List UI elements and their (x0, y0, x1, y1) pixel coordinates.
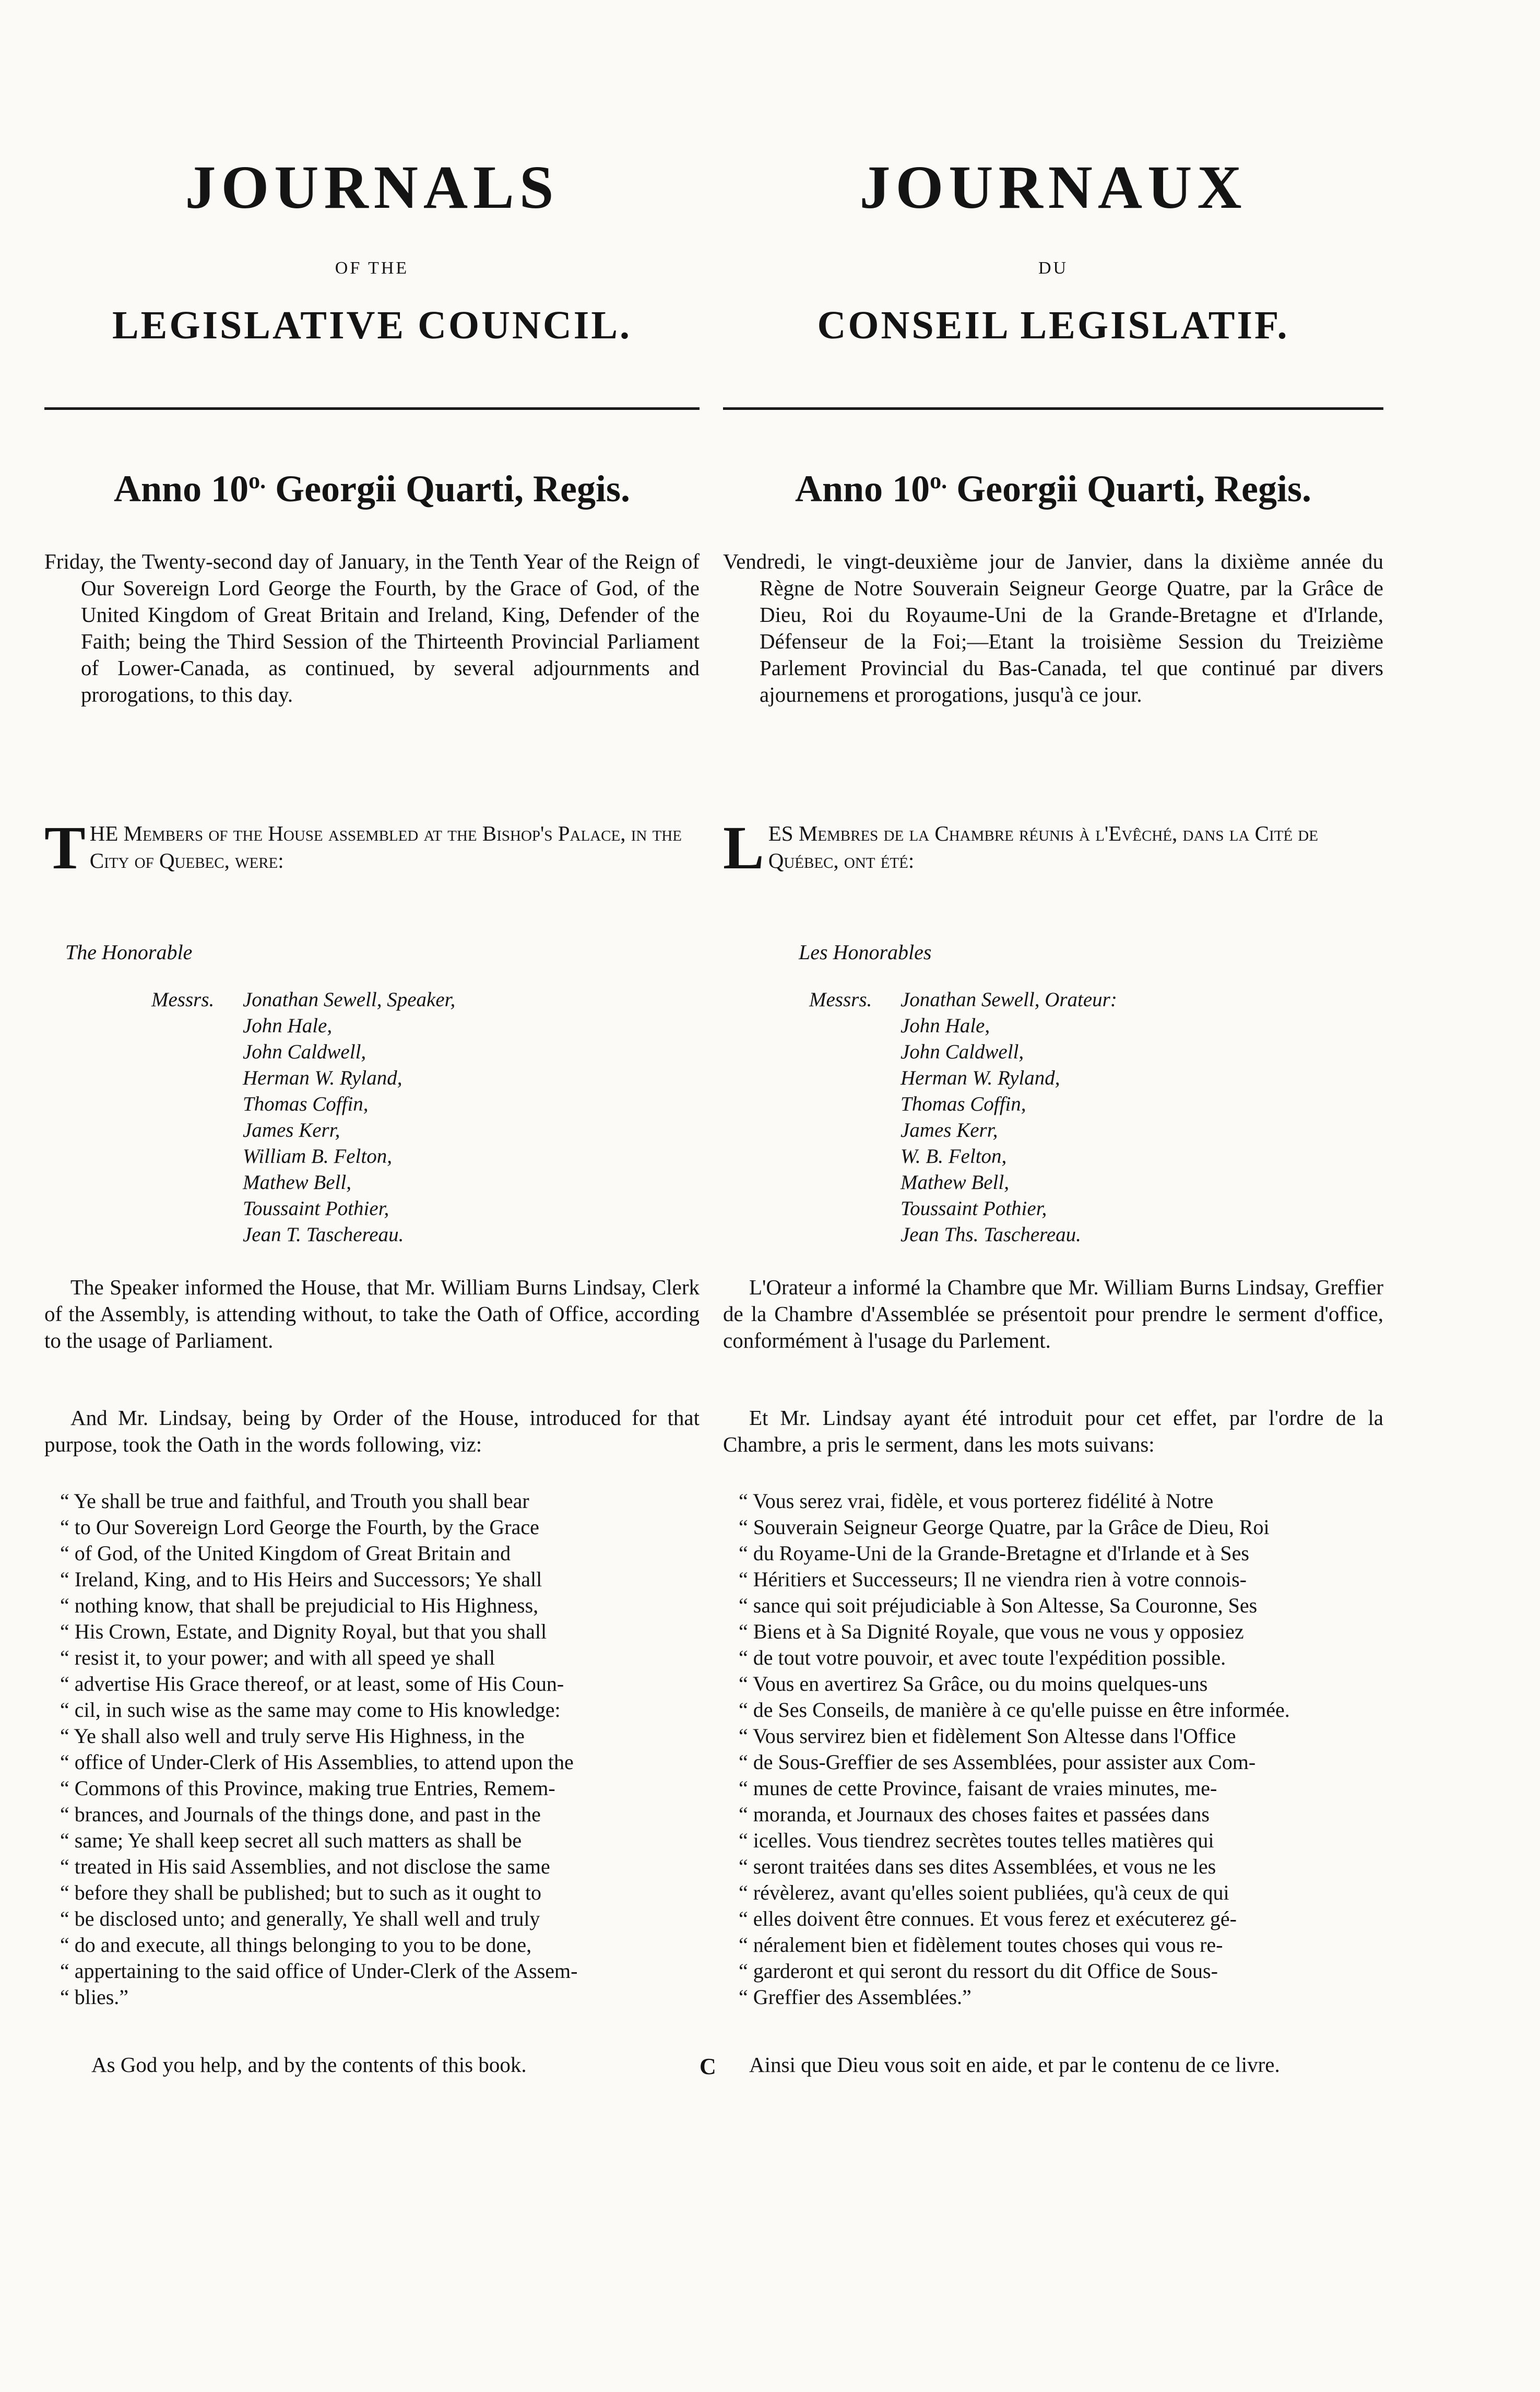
oath-line: “ elles doivent être connues. Et vous ferez et exécuterez gé- (739, 1907, 1237, 1930)
french-date-paragraph: Vendredi, le vingt-deuxième jour de Janvier, dans la dixième année du Règne de Notre Souverain Seigneur George Quatre, par la Grâce de Dieu, Roi du Royaume-Uni de la Grande-Bretagne et d'Irlande, Défenseur de la Foi;—Etant la troisième Session du Treizième Parlement Provincial du Bas-Canada, tel que continué par divers ajournemens et prorogations, jusqu'à ce jour. (723, 549, 1383, 706)
member-name: Jonathan Sewell, Speaker, (243, 988, 456, 1011)
anno-rest: Georgii Quarti, Regis. (266, 468, 630, 510)
anno-number: Anno 10 (114, 468, 249, 510)
oath-line: “ cil, in such wise as the same may come to His knowledge: (60, 1698, 561, 1722)
oath-line: “ before they shall be published; but to such as it ought to (60, 1881, 542, 1904)
member-name: John Caldwell, (901, 1041, 1024, 1063)
member-name: Mathew Bell, (243, 1171, 351, 1194)
member-name: John Hale, (901, 1015, 990, 1037)
english-members-list (243, 987, 455, 1248)
french-council-heading: CONSEIL LEGISLATIF. (817, 303, 1289, 347)
oath-line: “ révèlerez, avant qu'elles soient publiées, qu'à ceux de qui (739, 1881, 1229, 1904)
english-date-paragraph: Friday, the Twenty-second day of January, in the Tenth Year of the Reign of Our Sovereign Lord George the Fourth, by the Grace of God, of the United Kingdom of Great Britain and Ireland, King, Defender of the Faith; being the Third Session of the Thirteenth Provincial Parliament of Lower-Canada, as continued, by several adjournments and prorogations, to this day. (44, 549, 700, 706)
english-dropcap: T (44, 814, 86, 882)
oath-line: “ of God, of the United Kingdom of Great Britain and (60, 1541, 511, 1565)
oath-line: “ Souverain Seigneur George Quatre, par la Grâce de Dieu, Roi (739, 1515, 1270, 1539)
french-assembled-paragraph (723, 814, 1383, 882)
oath-line: “ His Crown, Estate, and Dignity Royal, but that you shall (60, 1620, 547, 1643)
member-name: James Kerr, (901, 1119, 998, 1141)
oath-line: “ appertaining to the said office of Under-Clerk of the Assem- (60, 1959, 578, 1983)
french-heading-rule (723, 407, 1383, 410)
english-closing: As God you help, and by the contents of this book. (91, 2053, 527, 2077)
member-name: James Kerr, (243, 1119, 340, 1141)
oath-line: “ Vous servirez bien et fidèlement Son Altesse dans l'Office (739, 1724, 1236, 1748)
member-name: Thomas Coffin, (243, 1093, 369, 1115)
french-title: JOURNAUX (859, 153, 1247, 221)
oath-line: “ resist it, to your power; and with all speed ye shall (60, 1646, 495, 1669)
english-assembled-text: HE Members of the House assembled at the Bishop's Palace, in the City of Quebec, were: (89, 821, 682, 873)
oath-line: “ seront traitées dans ses dites Assemblées, et vous ne les (739, 1855, 1216, 1878)
oath-line: “ Vous en avertirez Sa Grâce, ou du moins quelques-uns (739, 1672, 1208, 1695)
english-subtitle: OF THE (335, 258, 409, 278)
french-subtitle: DU (1038, 258, 1069, 278)
messrs-label: Messrs. (151, 988, 215, 1011)
oath-line: “ néralement bien et fidèlement toutes choses qui vous re- (739, 1933, 1223, 1957)
member-name: John Caldwell, (243, 1041, 366, 1063)
french-introduced-paragraph: Et Mr. Lindsay ayant été introduit pour cet effet, par l'ordre de la Chambre, a pris le serment, dans les mots suivans: (723, 1406, 1383, 1456)
oath-line: “ icelles. Vous tiendrez secrètes toutes telles matières qui (739, 1829, 1214, 1852)
oath-line: “ blies.” (60, 1985, 129, 2009)
member-name: Jean Ths. Taschereau. (901, 1223, 1081, 1246)
signature-mark: C (700, 2054, 716, 2079)
oath-line: “ moranda, et Journaux des choses faites et passées dans (739, 1802, 1210, 1826)
french-honorable-label: Les Honorables (799, 940, 932, 964)
oath-line: “ de Ses Conseils, de manière à ce qu'elle puisse en être informée. (739, 1698, 1290, 1722)
oath-line: “ office of Under-Clerk of His Assemblies, to attend upon the (60, 1750, 574, 1774)
member-name: Toussaint Pothier, (901, 1197, 1047, 1220)
oath-line: “ du Royame-Uni de la Grande-Bretagne et d'Irlande et à Ses (739, 1541, 1249, 1565)
oath-line: “ de Sous-Greffier de ses Assemblées, pour assister aux Com- (739, 1750, 1256, 1774)
french-assembled-text: ES Membres de la Chambre réunis à l'Evêché, dans la Cité de Québec, ont été: (768, 821, 1318, 873)
english-council-heading: LEGISLATIVE COUNCIL. (112, 303, 632, 347)
oath-line: “ Ye shall be true and faithful, and Trouth you shall bear (60, 1489, 529, 1513)
oath-line: “ Commons of this Province, making true Entries, Remem- (60, 1776, 555, 1800)
oath-line: “ nothing know, that shall be prejudicial to His Highness, (60, 1594, 539, 1617)
french-oath (723, 1488, 1383, 2010)
oath-line: “ Greffier des Assemblées.” (739, 1985, 972, 2009)
english-honorable-label: The Honorable (65, 940, 193, 964)
anno-superscript: o. (930, 468, 947, 493)
oath-line: “ advertise His Grace thereof, or at least, some of His Coun- (60, 1672, 564, 1695)
anno-superscript: o. (248, 468, 266, 493)
member-name: Herman W. Ryland, (901, 1067, 1060, 1089)
member-name: Herman W. Ryland, (243, 1067, 402, 1089)
english-heading-rule (44, 407, 700, 410)
oath-line: “ Héritiers et Successeurs; Il ne viendra rien à votre connois- (739, 1568, 1247, 1591)
french-members-list (901, 987, 1117, 1248)
english-speaker-paragraph: The Speaker informed the House, that Mr. William Burns Lindsay, Clerk of the Assembly, is attending without, to take the Oath of Office, according to the usage of Parliament. (44, 1275, 700, 1352)
oath-line: “ de tout votre pouvoir, et avec toute l'expédition possible. (739, 1646, 1226, 1669)
member-name: W. B. Felton, (901, 1145, 1007, 1168)
oath-line: “ brances, and Journals of the things done, and past in the (60, 1802, 541, 1826)
english-assembled-paragraph (44, 814, 700, 882)
oath-line: “ munes de cette Province, faisant de vraies minutes, me- (739, 1776, 1217, 1800)
member-name: Toussaint Pothier, (243, 1197, 389, 1220)
english-oath (44, 1488, 700, 2010)
member-name: Jonathan Sewell, Orateur: (901, 988, 1117, 1011)
oath-line: “ same; Ye shall keep secret all such matters as shall be (60, 1829, 522, 1852)
oath-line: “ Vous serez vrai, fidèle, et vous porterez fidélité à Notre (739, 1489, 1214, 1513)
member-name: Thomas Coffin, (901, 1093, 1026, 1115)
messrs-label: Messrs. (809, 988, 872, 1011)
oath-line: “ Biens et à Sa Dignité Royale, que vous ne vous y opposiez (739, 1620, 1244, 1643)
english-introduced-paragraph: And Mr. Lindsay, being by Order of the House, introduced for that purpose, took the Oath in the words following, viz: (44, 1406, 700, 1456)
oath-line: “ be disclosed unto; and generally, Ye shall well and truly (60, 1907, 540, 1930)
member-name: William B. Felton, (243, 1145, 392, 1168)
english-anno-heading (44, 467, 700, 511)
member-name: John Hale, (243, 1015, 333, 1037)
oath-line: “ Ireland, King, and to His Heirs and Successors; Ye shall (60, 1568, 542, 1591)
member-name: Jean T. Taschereau. (243, 1223, 404, 1246)
oath-line: “ garderont et qui seront du ressort du dit Office de Sous- (739, 1959, 1218, 1983)
member-name: Mathew Bell, (901, 1171, 1009, 1194)
oath-line: “ sance qui soit préjudiciable à Son Altesse, Sa Couronne, Ses (739, 1594, 1258, 1617)
oath-line: “ treated in His said Assemblies, and not disclose the same (60, 1855, 550, 1878)
english-title: JOURNALS (185, 153, 559, 221)
oath-line: “ do and execute, all things belonging to you to be done, (60, 1933, 532, 1957)
anno-number: Anno 10 (795, 468, 930, 510)
french-anno-heading (723, 467, 1383, 511)
anno-rest: Georgii Quarti, Regis. (947, 468, 1311, 510)
oath-line: “ Ye shall also well and truly serve His Highness, in the (60, 1724, 525, 1748)
french-speaker-paragraph: L'Orateur a informé la Chambre que Mr. William Burns Lindsay, Greffier de la Chambre d'Assemblée se présentoit pour prendre le serment d'office, conformément à l'usage du Parlement. (723, 1275, 1383, 1352)
oath-line: “ to Our Sovereign Lord George the Fourth, by the Grace (60, 1515, 539, 1539)
french-dropcap: L (723, 814, 764, 882)
french-closing: Ainsi que Dieu vous soit en aide, et par le contenu de ce livre. (749, 2053, 1280, 2077)
